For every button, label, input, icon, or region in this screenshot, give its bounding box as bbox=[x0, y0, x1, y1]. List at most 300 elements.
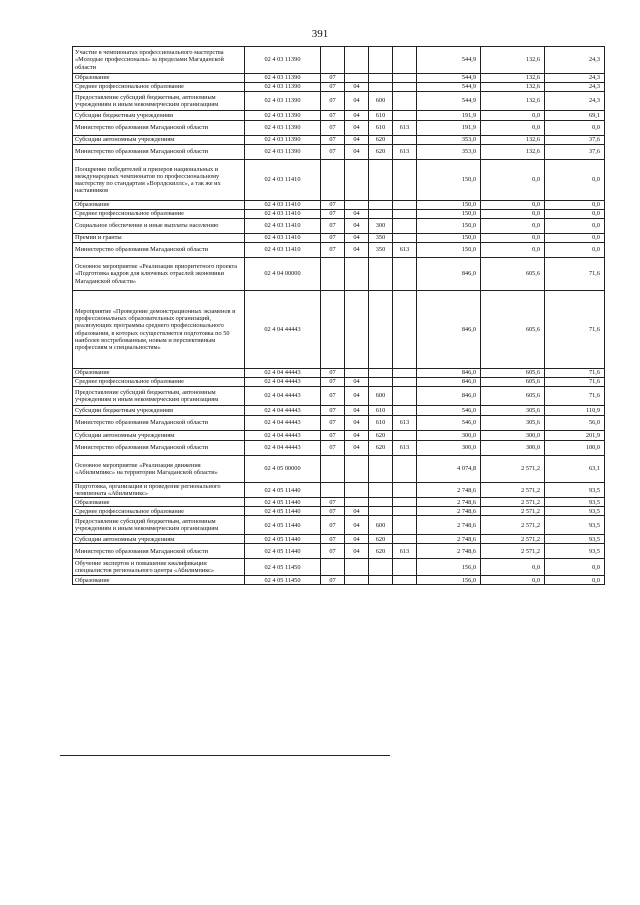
row-target-article: 02 4 03 11390 bbox=[245, 92, 321, 111]
row-section: 07 bbox=[321, 234, 345, 243]
row-value-percent: 100,0 bbox=[545, 441, 605, 456]
table-row bbox=[73, 507, 605, 516]
row-subsection bbox=[345, 291, 369, 369]
row-budget-administrator bbox=[393, 559, 417, 576]
row-name: Среднее профессиональное образование bbox=[73, 378, 245, 387]
row-expense-type bbox=[369, 83, 393, 92]
row-expense-type: 620 bbox=[369, 441, 393, 456]
row-target-article: 02 4 05 00000 bbox=[245, 456, 321, 483]
row-value-planned: 846,0 bbox=[417, 369, 481, 378]
row-subsection: 04 bbox=[345, 535, 369, 544]
row-value-planned: 544,9 bbox=[417, 92, 481, 111]
row-subsection: 04 bbox=[345, 210, 369, 219]
row-target-article: 02 4 04 44443 bbox=[245, 291, 321, 369]
row-value-percent: 24,3 bbox=[545, 92, 605, 111]
row-expense-type: 620 bbox=[369, 136, 393, 145]
row-value-planned: 846,0 bbox=[417, 258, 481, 291]
table-row bbox=[73, 456, 605, 483]
row-expense-type: 620 bbox=[369, 431, 393, 441]
row-section: 07 bbox=[321, 83, 345, 92]
row-section: 07 bbox=[321, 507, 345, 516]
row-value-percent: 71,6 bbox=[545, 378, 605, 387]
row-value-percent: 37,6 bbox=[545, 145, 605, 160]
row-value-percent: 69,1 bbox=[545, 111, 605, 121]
row-value-percent: 63,1 bbox=[545, 456, 605, 483]
row-name: Министерство образования Магаданской области bbox=[73, 121, 245, 136]
row-subsection: 04 bbox=[345, 431, 369, 441]
row-subsection bbox=[345, 498, 369, 507]
row-budget-administrator bbox=[393, 234, 417, 243]
row-target-article: 02 4 03 11410 bbox=[245, 243, 321, 258]
row-target-article: 02 4 03 11410 bbox=[245, 201, 321, 210]
row-value-percent: 0,0 bbox=[545, 160, 605, 201]
row-target-article: 02 4 04 44443 bbox=[245, 387, 321, 406]
table-row bbox=[73, 483, 605, 498]
row-value-executed: 2 571,2 bbox=[481, 544, 545, 559]
row-value-planned: 150,0 bbox=[417, 243, 481, 258]
row-name: Субсидии автономным учреждениям bbox=[73, 535, 245, 544]
row-section bbox=[321, 160, 345, 201]
row-value-percent: 0,0 bbox=[545, 201, 605, 210]
row-section: 07 bbox=[321, 576, 345, 585]
row-value-percent: 37,6 bbox=[545, 136, 605, 145]
row-value-planned: 150,0 bbox=[417, 219, 481, 234]
row-expense-type: 300 bbox=[369, 219, 393, 234]
table-body bbox=[73, 47, 605, 585]
row-value-percent: 0,0 bbox=[545, 234, 605, 243]
row-value-planned: 544,9 bbox=[417, 74, 481, 83]
row-budget-administrator bbox=[393, 516, 417, 535]
row-value-planned: 2 748,6 bbox=[417, 498, 481, 507]
row-value-percent: 24,3 bbox=[545, 74, 605, 83]
row-name: Образование bbox=[73, 201, 245, 210]
table-row bbox=[73, 498, 605, 507]
row-expense-type: 610 bbox=[369, 111, 393, 121]
row-name: Предоставление субсидий бюджетным, автономным учреждениям и иным некоммерческим организациям bbox=[73, 92, 245, 111]
row-value-planned: 300,0 bbox=[417, 431, 481, 441]
row-target-article: 02 4 04 44443 bbox=[245, 378, 321, 387]
row-value-percent: 201,9 bbox=[545, 431, 605, 441]
row-budget-administrator bbox=[393, 406, 417, 416]
row-name: Среднее профессиональное образование bbox=[73, 507, 245, 516]
row-section: 07 bbox=[321, 210, 345, 219]
row-value-percent: 71,6 bbox=[545, 387, 605, 406]
row-expense-type: 600 bbox=[369, 516, 393, 535]
row-value-planned: 846,0 bbox=[417, 291, 481, 369]
row-expense-type: 600 bbox=[369, 387, 393, 406]
row-value-planned: 2 748,6 bbox=[417, 535, 481, 544]
row-name: Образование bbox=[73, 74, 245, 83]
row-budget-administrator bbox=[393, 83, 417, 92]
table-row bbox=[73, 92, 605, 111]
row-budget-administrator bbox=[393, 136, 417, 145]
row-name: Образование bbox=[73, 498, 245, 507]
row-budget-administrator bbox=[393, 456, 417, 483]
row-section: 07 bbox=[321, 431, 345, 441]
row-value-executed: 300,0 bbox=[481, 441, 545, 456]
row-subsection: 04 bbox=[345, 145, 369, 160]
row-value-executed: 0,0 bbox=[481, 243, 545, 258]
row-value-percent: 0,0 bbox=[545, 121, 605, 136]
footer-rule bbox=[60, 755, 390, 756]
row-target-article: 02 4 05 11440 bbox=[245, 507, 321, 516]
row-value-executed: 605,6 bbox=[481, 387, 545, 406]
row-name: Основное мероприятие «Реализация приоритетного проекта «Подготовка кадров для ключевых отраслей экономики Магаданской области» bbox=[73, 258, 245, 291]
row-value-executed: 132,6 bbox=[481, 145, 545, 160]
row-value-executed: 0,0 bbox=[481, 234, 545, 243]
row-value-planned: 544,9 bbox=[417, 47, 481, 74]
row-section: 07 bbox=[321, 378, 345, 387]
row-value-executed: 132,6 bbox=[481, 92, 545, 111]
row-budget-administrator: 613 bbox=[393, 243, 417, 258]
table-row bbox=[73, 234, 605, 243]
row-budget-administrator bbox=[393, 387, 417, 406]
row-subsection bbox=[345, 369, 369, 378]
row-name: Министерство образования Магаданской области bbox=[73, 145, 245, 160]
row-subsection: 04 bbox=[345, 416, 369, 431]
row-budget-administrator bbox=[393, 258, 417, 291]
row-budget-administrator bbox=[393, 92, 417, 111]
row-section bbox=[321, 291, 345, 369]
table-row bbox=[73, 121, 605, 136]
row-value-percent: 56,0 bbox=[545, 416, 605, 431]
row-name: Субсидии автономным учреждениям bbox=[73, 431, 245, 441]
row-budget-administrator bbox=[393, 219, 417, 234]
page-number: 391 bbox=[311, 28, 329, 40]
row-subsection bbox=[345, 258, 369, 291]
table-row bbox=[73, 559, 605, 576]
row-expense-type: 350 bbox=[369, 243, 393, 258]
row-budget-administrator bbox=[393, 111, 417, 121]
row-value-executed: 605,6 bbox=[481, 378, 545, 387]
row-section: 07 bbox=[321, 201, 345, 210]
row-expense-type bbox=[369, 47, 393, 74]
row-name: Образование bbox=[73, 576, 245, 585]
row-expense-type bbox=[369, 456, 393, 483]
row-target-article: 02 4 05 11450 bbox=[245, 559, 321, 576]
row-target-article: 02 4 03 11390 bbox=[245, 145, 321, 160]
row-value-percent: 71,6 bbox=[545, 369, 605, 378]
row-section: 07 bbox=[321, 92, 345, 111]
row-section: 07 bbox=[321, 136, 345, 145]
row-value-planned: 2 748,6 bbox=[417, 516, 481, 535]
table-row bbox=[73, 136, 605, 145]
row-value-planned: 300,0 bbox=[417, 441, 481, 456]
row-name: Субсидии автономным учреждениям bbox=[73, 136, 245, 145]
row-name: Среднее профессиональное образование bbox=[73, 83, 245, 92]
row-section: 07 bbox=[321, 441, 345, 456]
row-target-article: 02 4 04 44443 bbox=[245, 406, 321, 416]
row-value-planned: 2 748,6 bbox=[417, 483, 481, 498]
row-section: 07 bbox=[321, 387, 345, 406]
row-value-percent: 71,6 bbox=[545, 291, 605, 369]
row-value-percent: 93,5 bbox=[545, 544, 605, 559]
table-row bbox=[73, 369, 605, 378]
row-name: Основное мероприятие «Реализация движения «Абилимпикс» на территории Магаданской области» bbox=[73, 456, 245, 483]
row-value-executed: 0,0 bbox=[481, 210, 545, 219]
row-section bbox=[321, 559, 345, 576]
row-section: 07 bbox=[321, 544, 345, 559]
table-row bbox=[73, 219, 605, 234]
table-row bbox=[73, 516, 605, 535]
row-value-executed: 2 571,2 bbox=[481, 483, 545, 498]
row-subsection: 04 bbox=[345, 136, 369, 145]
row-budget-administrator bbox=[393, 576, 417, 585]
row-value-planned: 846,0 bbox=[417, 378, 481, 387]
row-target-article: 02 4 03 11390 bbox=[245, 136, 321, 145]
row-expense-type: 620 bbox=[369, 544, 393, 559]
row-section: 07 bbox=[321, 498, 345, 507]
row-target-article: 02 4 05 11440 bbox=[245, 516, 321, 535]
row-subsection bbox=[345, 47, 369, 74]
row-budget-administrator bbox=[393, 369, 417, 378]
row-subsection bbox=[345, 74, 369, 83]
row-name: Участие в чемпионатах профессионального мастерства «Молодые профессионалы» за пределами Магаданской области bbox=[73, 47, 245, 74]
row-value-executed: 0,0 bbox=[481, 201, 545, 210]
row-budget-administrator: 613 bbox=[393, 544, 417, 559]
row-name: Мероприятие «Проведение демонстрационных экзаменов и профессиональных образовательных организаций, реализующих программы среднего профессионального образования, в которых осуществляется подготовка по 50 наиболее востребованным, новым и перспективным профессиям и специальностям» bbox=[73, 291, 245, 369]
row-name: Субсидии бюджетным учреждениям bbox=[73, 406, 245, 416]
row-value-planned: 2 748,6 bbox=[417, 544, 481, 559]
row-value-percent: 93,5 bbox=[545, 535, 605, 544]
row-budget-administrator bbox=[393, 47, 417, 74]
row-expense-type bbox=[369, 74, 393, 83]
row-subsection: 04 bbox=[345, 387, 369, 406]
row-subsection: 04 bbox=[345, 234, 369, 243]
table-row bbox=[73, 258, 605, 291]
row-name: Министерство образования Магаданской области bbox=[73, 416, 245, 431]
row-subsection bbox=[345, 559, 369, 576]
row-subsection: 04 bbox=[345, 83, 369, 92]
row-subsection: 04 bbox=[345, 516, 369, 535]
row-target-article: 02 4 04 44443 bbox=[245, 369, 321, 378]
table-row bbox=[73, 145, 605, 160]
row-section: 07 bbox=[321, 121, 345, 136]
row-value-executed: 2 571,2 bbox=[481, 498, 545, 507]
row-section bbox=[321, 258, 345, 291]
row-value-executed: 2 571,2 bbox=[481, 516, 545, 535]
row-name: Министерство образования Магаданской области bbox=[73, 544, 245, 559]
row-expense-type: 600 bbox=[369, 92, 393, 111]
row-expense-type bbox=[369, 559, 393, 576]
table-row bbox=[73, 416, 605, 431]
row-value-planned: 546,0 bbox=[417, 416, 481, 431]
row-value-executed: 605,6 bbox=[481, 369, 545, 378]
row-name: Министерство образования Магаданской области bbox=[73, 243, 245, 258]
row-expense-type: 620 bbox=[369, 535, 393, 544]
row-value-percent: 93,5 bbox=[545, 516, 605, 535]
row-expense-type bbox=[369, 483, 393, 498]
row-budget-administrator: 613 bbox=[393, 121, 417, 136]
row-value-executed: 605,6 bbox=[481, 291, 545, 369]
row-expense-type bbox=[369, 507, 393, 516]
row-value-percent: 93,5 bbox=[545, 483, 605, 498]
row-subsection bbox=[345, 201, 369, 210]
row-expense-type bbox=[369, 369, 393, 378]
row-value-planned: 150,0 bbox=[417, 234, 481, 243]
row-value-executed: 132,6 bbox=[481, 136, 545, 145]
row-subsection: 04 bbox=[345, 544, 369, 559]
row-value-planned: 150,0 bbox=[417, 160, 481, 201]
row-expense-type: 610 bbox=[369, 406, 393, 416]
row-target-article: 02 4 03 11390 bbox=[245, 121, 321, 136]
row-target-article: 02 4 05 11440 bbox=[245, 544, 321, 559]
row-section: 07 bbox=[321, 369, 345, 378]
row-target-article: 02 4 05 11440 bbox=[245, 535, 321, 544]
row-value-planned: 191,9 bbox=[417, 111, 481, 121]
row-name: Предоставление субсидий бюджетным, автономным учреждениям и иным некоммерческим организациям bbox=[73, 516, 245, 535]
row-value-planned: 353,0 bbox=[417, 136, 481, 145]
row-value-executed: 0,0 bbox=[481, 111, 545, 121]
row-value-planned: 156,0 bbox=[417, 576, 481, 585]
budget-table bbox=[72, 46, 605, 585]
row-name: Предоставление субсидий бюджетным, автономным учреждениям и иным некоммерческим организациям bbox=[73, 387, 245, 406]
row-value-percent: 0,0 bbox=[545, 243, 605, 258]
row-budget-administrator bbox=[393, 507, 417, 516]
row-value-executed: 305,6 bbox=[481, 416, 545, 431]
row-target-article: 02 4 03 11410 bbox=[245, 160, 321, 201]
row-target-article: 02 4 03 11410 bbox=[245, 219, 321, 234]
row-name: Социальное обеспечение и иные выплаты населению bbox=[73, 219, 245, 234]
row-section bbox=[321, 483, 345, 498]
row-subsection: 04 bbox=[345, 92, 369, 111]
row-subsection: 04 bbox=[345, 406, 369, 416]
table-row bbox=[73, 210, 605, 219]
row-value-executed: 0,0 bbox=[481, 576, 545, 585]
row-target-article: 02 4 04 00000 bbox=[245, 258, 321, 291]
row-name: Образование bbox=[73, 369, 245, 378]
row-section: 07 bbox=[321, 243, 345, 258]
row-expense-type bbox=[369, 201, 393, 210]
row-subsection bbox=[345, 456, 369, 483]
row-name: Среднее профессиональное образование bbox=[73, 210, 245, 219]
row-value-executed: 132,6 bbox=[481, 83, 545, 92]
row-expense-type bbox=[369, 210, 393, 219]
row-value-percent: 93,5 bbox=[545, 498, 605, 507]
row-target-article: 02 4 03 11390 bbox=[245, 74, 321, 83]
row-expense-type: 350 bbox=[369, 234, 393, 243]
row-subsection: 04 bbox=[345, 121, 369, 136]
row-value-planned: 546,0 bbox=[417, 406, 481, 416]
row-value-executed: 605,6 bbox=[481, 258, 545, 291]
table-row bbox=[73, 441, 605, 456]
table-row bbox=[73, 47, 605, 74]
row-budget-administrator: 613 bbox=[393, 145, 417, 160]
row-target-article: 02 4 04 44443 bbox=[245, 431, 321, 441]
row-budget-administrator bbox=[393, 74, 417, 83]
row-value-planned: 846,0 bbox=[417, 387, 481, 406]
row-subsection: 04 bbox=[345, 378, 369, 387]
table-row bbox=[73, 406, 605, 416]
row-expense-type bbox=[369, 378, 393, 387]
row-subsection: 04 bbox=[345, 441, 369, 456]
row-value-executed: 2 571,2 bbox=[481, 535, 545, 544]
row-value-percent: 0,0 bbox=[545, 219, 605, 234]
table-row bbox=[73, 243, 605, 258]
row-expense-type: 620 bbox=[369, 145, 393, 160]
row-budget-administrator bbox=[393, 291, 417, 369]
row-section: 07 bbox=[321, 219, 345, 234]
row-value-executed: 132,6 bbox=[481, 74, 545, 83]
row-section: 07 bbox=[321, 416, 345, 431]
row-value-percent: 24,3 bbox=[545, 47, 605, 74]
row-value-executed: 300,0 bbox=[481, 431, 545, 441]
row-expense-type bbox=[369, 498, 393, 507]
row-value-percent: 0,0 bbox=[545, 210, 605, 219]
table-row bbox=[73, 160, 605, 201]
row-subsection bbox=[345, 576, 369, 585]
row-target-article: 02 4 05 11450 bbox=[245, 576, 321, 585]
row-expense-type bbox=[369, 291, 393, 369]
row-target-article: 02 4 03 11410 bbox=[245, 234, 321, 243]
table-row bbox=[73, 431, 605, 441]
row-value-percent: 0,0 bbox=[545, 559, 605, 576]
row-subsection: 04 bbox=[345, 507, 369, 516]
table-row bbox=[73, 535, 605, 544]
row-subsection: 04 bbox=[345, 243, 369, 258]
table-row bbox=[73, 378, 605, 387]
row-section: 07 bbox=[321, 535, 345, 544]
row-expense-type bbox=[369, 160, 393, 201]
row-budget-administrator bbox=[393, 160, 417, 201]
row-target-article: 02 4 03 11390 bbox=[245, 47, 321, 74]
row-subsection bbox=[345, 160, 369, 201]
row-budget-administrator bbox=[393, 498, 417, 507]
row-expense-type: 610 bbox=[369, 121, 393, 136]
row-value-planned: 191,9 bbox=[417, 121, 481, 136]
row-target-article: 02 4 04 44443 bbox=[245, 416, 321, 431]
row-target-article: 02 4 03 11390 bbox=[245, 83, 321, 92]
row-value-percent: 71,6 bbox=[545, 258, 605, 291]
row-value-executed: 0,0 bbox=[481, 219, 545, 234]
row-value-planned: 4 074,8 bbox=[417, 456, 481, 483]
row-value-planned: 150,0 bbox=[417, 201, 481, 210]
table-row bbox=[73, 111, 605, 121]
row-name: Министерство образования Магаданской области bbox=[73, 441, 245, 456]
row-value-percent: 24,3 bbox=[545, 83, 605, 92]
row-value-executed: 0,0 bbox=[481, 121, 545, 136]
row-section bbox=[321, 47, 345, 74]
row-value-executed: 2 571,2 bbox=[481, 507, 545, 516]
row-target-article: 02 4 05 11440 bbox=[245, 498, 321, 507]
row-value-percent: 0,0 bbox=[545, 576, 605, 585]
row-value-executed: 2 571,2 bbox=[481, 456, 545, 483]
row-section: 07 bbox=[321, 111, 345, 121]
row-value-planned: 353,0 bbox=[417, 145, 481, 160]
row-value-executed: 0,0 bbox=[481, 559, 545, 576]
row-subsection bbox=[345, 483, 369, 498]
row-section: 07 bbox=[321, 74, 345, 83]
row-section: 07 bbox=[321, 406, 345, 416]
row-budget-administrator bbox=[393, 201, 417, 210]
row-value-percent: 110,9 bbox=[545, 406, 605, 416]
row-target-article: 02 4 03 11410 bbox=[245, 210, 321, 219]
row-section: 07 bbox=[321, 145, 345, 160]
row-expense-type bbox=[369, 576, 393, 585]
row-budget-administrator bbox=[393, 378, 417, 387]
row-target-article: 02 4 03 11390 bbox=[245, 111, 321, 121]
table-row bbox=[73, 83, 605, 92]
row-budget-administrator bbox=[393, 210, 417, 219]
row-name: Подготовка, организация и проведение регионального чемпионата «Абилимпикс» bbox=[73, 483, 245, 498]
row-budget-administrator bbox=[393, 431, 417, 441]
row-value-planned: 156,0 bbox=[417, 559, 481, 576]
table-row bbox=[73, 544, 605, 559]
row-budget-administrator bbox=[393, 535, 417, 544]
row-section: 07 bbox=[321, 516, 345, 535]
table-row bbox=[73, 201, 605, 210]
row-value-executed: 0,0 bbox=[481, 160, 545, 201]
